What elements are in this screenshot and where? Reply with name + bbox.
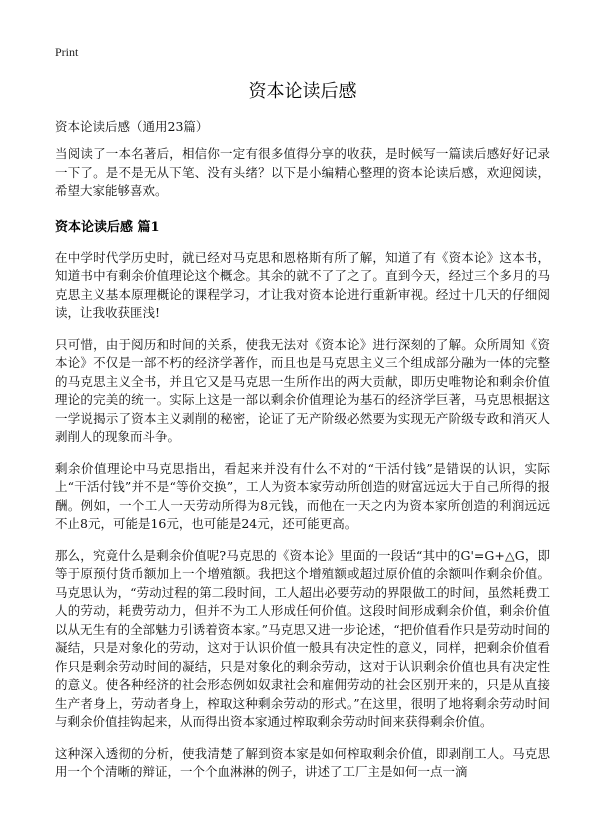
- page-title: 资本论读后感: [248, 81, 357, 102]
- body-paragraph-1: 在中学时代学历史时，就已经对马克思和恩格斯有所了解，知道了有《资本论》这本书，知道书中有剩余价值理论这个概念。其余的就不了了之了。直到今天，经过三个多月的马克思主义基本原理概论的课程学习，才让我对资本论进行重新审视。经过十几天的仔细阅读，让我收获匪浅!: [55, 249, 550, 320]
- body-paragraph-5: 这种深入透彻的分析，使我清楚了解到资本家是如何榨取剩余价值，即剥削工人。马克思用一个个清晰的辩证，一个个血淋淋的例子，讲述了工厂主是如何一点一滴: [55, 745, 550, 779]
- body-paragraph-3: 剩余价值理论中马克思指出，看起来并没有什么不对的“干活付钱”是错误的认识，实际上“干活付钱”并不是“等价交换”，工人为资本家劳动所创造的财富远远大于自己所得的报酬。例如，一个工人一天劳动所得为8元钱，而他在一天之内为资本家所创造的利润远远不止8元，可能是16元，也可能是24元，还可能更高。: [55, 460, 550, 531]
- document-subtitle: 资本论读后感（通用23篇）: [55, 119, 209, 134]
- print-label: Print: [55, 45, 79, 59]
- body-paragraph-4: 那么，究竟什么是剩余价值呢?马克思的《资本论》里面的一段话“其中的G'=G+△G，即等于原预付货币额加上一个增殖额。我把这个增殖额或超过原价值的余额叫作剩余价值。马克思认为，“劳动过程的第二段时间，工人超出必要劳动的界限做工的时间，虽然耗费工人的劳动，耗费劳动力，但并不为工人形成任何价值。这段时间形成剩余价值，剩余价值以从无生有的全部魅力引诱着资本家。”马克思又进一步论述，“把价值看作只是劳动时间的凝结，只是对象化的劳动，这对于认识价值一般具有决定性的意义，同样，把剩余价值看作只是剩余劳动时间的凝结，只是对象化的剩余劳动，这对于认识剩余价值也具有决定性的意义。使各种经济的社会形态例如奴隶社会和雇佣劳动的社会区别开来的，只是从直接生产者身上，劳动者身上，榨取这种剩余劳动的形式。”在这里，很明了地将剩余劳动时间与剩余价值挂钩起来，从而得出资本家通过榨取剩余劳动时间来获得剩余价值。: [55, 547, 550, 729]
- section-heading: 资本论读后感 篇1: [55, 219, 160, 235]
- body-paragraph-2: 只可惜，由于阅历和时间的关系，使我无法对《资本论》进行深刻的了解。众所周知《资本论》不仅是一部不朽的经济学著作，而且也是马克思主义三个组成部分融为一体的完整的马克思主义全书，并且它又是马克思一生所作出的两大贡献，即历史唯物论和剩余价值理论的完美的统一。实际上这是一部以剩余价值理论为基石的经济学巨著，马克思根据这一学说揭示了资本主义剥削的秘密，论证了无产阶级必然要为实现无产阶级专政和消灭人剥削人的现象而斗争。: [55, 336, 550, 444]
- intro-paragraph: 当阅读了一本名著后，相信你一定有很多值得分享的收获，是时候写一篇读后感好好记录一下了。是不是无从下笔、没有头绪？以下是小编精心整理的资本论读后感，欢迎阅读，希望大家能够喜欢。: [55, 146, 550, 198]
